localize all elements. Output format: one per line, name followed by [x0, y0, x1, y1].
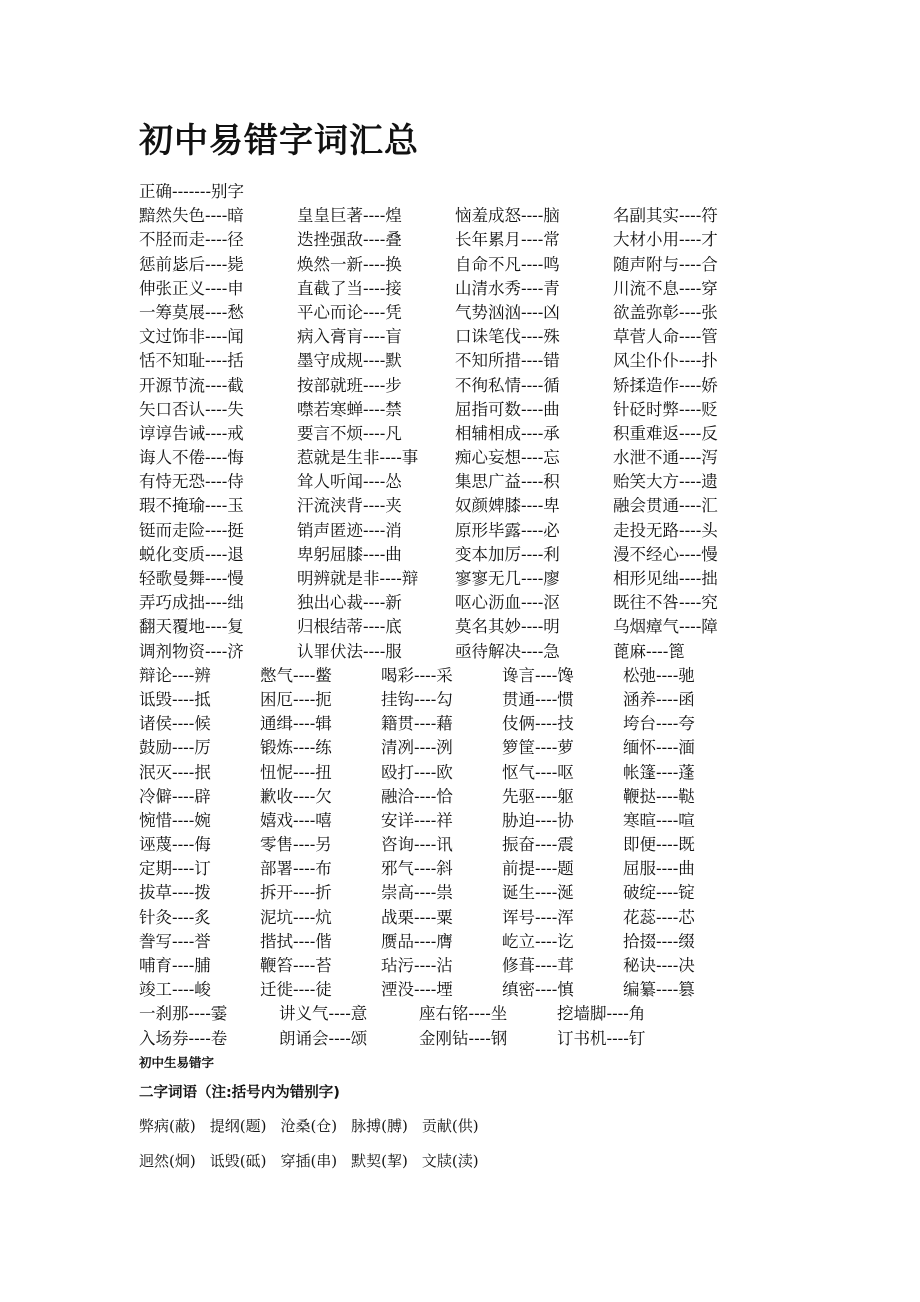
word-entry: 憋气----鳖: [260, 665, 332, 685]
word-entry: 痴心妄想----忘: [455, 448, 560, 468]
word-entry: 轻歌曼舞----慢: [139, 569, 244, 588]
word-entry: 拔草----拨: [139, 883, 211, 903]
word-entry: 辩论----辨: [139, 665, 211, 685]
word-entry: 原形毕露----必: [455, 520, 560, 540]
word-entry: 认罪伏法----服: [297, 641, 402, 661]
word-entry: 呕心沥血----沤: [455, 593, 560, 613]
word-entry: 零售----另: [260, 835, 332, 855]
word-entry: 垮台----夸: [623, 714, 695, 734]
word-entry: 拾掇----缀: [623, 931, 695, 951]
word-entry: 皇皇巨著----煌: [297, 206, 402, 226]
word-entry: 汗流浃背----夹: [297, 496, 402, 516]
word-entry: 矫揉造作----娇: [613, 375, 718, 395]
word-entry: 相形见绌----拙: [613, 569, 718, 588]
word-entry: 名副其实----符: [613, 206, 718, 226]
word-entry: 屹立----讫: [502, 931, 574, 951]
word-entry: 喝彩----采: [381, 665, 453, 685]
word-entry: 定期----订: [139, 859, 211, 879]
word-entry: 帐篷----蓬: [623, 762, 695, 782]
word-entry: 先驱----躯: [502, 786, 574, 806]
word-entry: 困厄----扼: [260, 689, 332, 709]
word-entry: 变本加厉----利: [455, 544, 560, 564]
word-entry: 草菅人命----管: [613, 327, 718, 347]
word-entry: 墨守成规----默: [297, 351, 402, 371]
word-entry: 融会贯通----汇: [613, 496, 718, 516]
word-entry: 诨号----浑: [502, 907, 574, 927]
word-entry: 部署----布: [260, 859, 332, 879]
word-pair: 穿插(串): [280, 1152, 338, 1170]
word-entry: 针灸----炙: [139, 907, 211, 927]
word-entry: 气势汹汹----凶: [455, 302, 560, 322]
word-pair: 弊病(蔽): [139, 1117, 196, 1135]
section-subtitle: 初中生易错字: [139, 1055, 215, 1070]
word-entry: 谗言----馋: [502, 665, 574, 685]
word-entry: 前提----题: [502, 859, 574, 879]
word-entry: 鞭挞----鞑: [623, 786, 695, 806]
word-entry: 噤若寒蝉----禁: [297, 399, 402, 419]
word-entry: 伸张正义----申: [139, 278, 244, 298]
word-entry: 山清水秀----青: [455, 278, 560, 298]
word-entry: 贻笑大方----遗: [613, 472, 718, 492]
word-entry: 誊写----誉: [139, 931, 211, 951]
word-entry: 嬉戏----嘻: [260, 810, 332, 830]
word-entry: 鼓励----厉: [139, 738, 211, 758]
word-entry: 直截了当----接: [297, 278, 402, 298]
word-entry: 有恃无恐----侍: [139, 472, 244, 492]
word-pair: 沧桑(仓): [280, 1117, 338, 1135]
word-entry: 积重难返----反: [613, 423, 718, 443]
word-entry: 松弛----驰: [623, 665, 695, 685]
word-pair: 文牍(渎): [421, 1152, 479, 1170]
word-entry: 针砭时弊----贬: [613, 399, 718, 419]
word-entry: 不胫而走----径: [139, 230, 244, 250]
word-entry: 恬不知耻----括: [139, 351, 244, 371]
word-entry: 自命不凡----鸣: [455, 254, 560, 274]
word-entry: 随声附与----合: [613, 254, 718, 274]
word-entry: 泥坑----炕: [260, 907, 332, 927]
word-entry: 秘诀----决: [623, 956, 695, 975]
word-entry: 迁徙----徒: [260, 980, 332, 1000]
section-note: 二字词语（注:括号内为错别字): [139, 1085, 340, 1101]
word-entry: 既往不咎----究: [613, 593, 718, 613]
word-entry: 揩拭----偕: [260, 931, 332, 951]
word-entry: 独出心裁----新: [297, 593, 402, 613]
word-entry: 迭挫强敌----叠: [297, 230, 402, 250]
word-entry: 集思广益----积: [455, 472, 560, 492]
word-entry: 金刚钻----钢: [419, 1028, 508, 1048]
word-entry: 座右铭----坐: [419, 1004, 508, 1024]
word-entry: 诋毁----抵: [139, 689, 211, 709]
word-entry: 奴颜婢膝----卑: [455, 496, 560, 516]
word-entry: 花蕊----芯: [623, 907, 695, 927]
word-entry: 泯灭----抿: [139, 762, 211, 782]
word-entry: 调剂物资----济: [139, 641, 244, 661]
word-entry: 恼羞成怒----脑: [455, 206, 560, 226]
word-entry: 安详----祥: [381, 810, 453, 830]
word-entry: 瑕不掩瑜----玉: [139, 496, 244, 516]
word-entry: 归根结蒂----底: [297, 617, 402, 637]
word-pair: 贡献(供): [421, 1117, 479, 1135]
word-entry: 殴打----欧: [381, 762, 453, 782]
word-entry: 大材小用----才: [613, 230, 718, 250]
word-entry: 矢口否认----失: [139, 399, 244, 419]
word-pair: 脉搏(膊): [351, 1117, 408, 1135]
word-entry: 诸侯----候: [139, 714, 211, 734]
word-entry: 箩筐----萝: [502, 738, 574, 758]
word-entry: 缜密----慎: [502, 980, 574, 1000]
word-entry: 铤而走险----挺: [139, 520, 244, 540]
word-entry: 长年累月----常: [455, 230, 560, 250]
word-entry: 开源节流----截: [139, 375, 244, 395]
word-entry: 蜕化变质----退: [139, 544, 244, 564]
word-entry: 漫不经心----慢: [613, 544, 718, 564]
word-entry: 拆开----折: [260, 883, 332, 903]
word-pair: 迥然(炯): [139, 1152, 196, 1170]
word-entry: 歉收----欠: [260, 786, 332, 806]
word-entry: 诬蔑----侮: [139, 835, 211, 855]
word-entry: 翻天覆地----复: [139, 617, 244, 637]
word-entry: 寥寥无几----廖: [455, 569, 560, 588]
pair-line-1: [139, 1115, 493, 1136]
word-entry: 屈服----曲: [623, 859, 695, 879]
word-entry: 战栗----粟: [381, 907, 453, 927]
word-entry: 籍贯----藉: [381, 714, 453, 734]
word-entry: 融洽----恰: [381, 786, 453, 806]
word-entry: 一刹那----霎: [139, 1004, 228, 1024]
word-entry: 惩前毖后----毙: [139, 254, 244, 274]
word-entry: 赝品----膺: [381, 931, 453, 951]
word-entry: 一筹莫展----愁: [139, 302, 244, 322]
word-entry: 编纂----篡: [623, 980, 695, 1000]
word-entry: 即便----既: [623, 835, 695, 855]
word-entry: 诲人不倦----悔: [139, 448, 244, 468]
word-entry: 川流不息----穿: [613, 278, 718, 298]
word-entry: 文过饰非----闻: [139, 327, 244, 347]
word-entry: 怄气----呕: [502, 762, 574, 782]
pair-line-2: [139, 1150, 493, 1171]
word-pair: 诋毁(砥): [209, 1152, 267, 1170]
word-entry: 修葺----茸: [502, 956, 574, 975]
word-entry: 崇高----祟: [381, 883, 453, 903]
word-entry: 伎俩----技: [502, 714, 574, 734]
word-entry: 咨询----讯: [381, 835, 453, 855]
word-entry: 不知所措----错: [455, 351, 560, 371]
word-entry: 锻炼----练: [260, 738, 332, 758]
word-entry: 口诛笔伐----殊: [455, 327, 560, 347]
word-entry: 卑躬屈膝----曲: [297, 544, 402, 564]
header-text: 正确-------别字: [139, 182, 245, 201]
word-entry: 湮没----堙: [381, 980, 453, 1000]
word-entry: 竣工----峻: [139, 980, 211, 1000]
word-entry: 按部就班----步: [297, 375, 402, 395]
word-entry: 明辨就是非----辩: [297, 569, 419, 588]
word-entry: 平心而论----凭: [297, 302, 402, 322]
word-entry: 诞生----涎: [502, 883, 574, 903]
word-entry: 振奋----震: [502, 835, 574, 855]
word-entry: 鞭笞----苔: [260, 956, 332, 975]
word-entry: 欲盖弥彰----张: [613, 302, 718, 322]
word-entry: 通缉----辑: [260, 714, 332, 734]
word-entry: 走投无路----头: [613, 520, 718, 540]
word-entry: 焕然一新----换: [297, 254, 402, 274]
word-entry: 涵养----函: [623, 689, 695, 709]
word-entry: 贯通----惯: [502, 689, 574, 709]
word-entry: 蓖麻----篦: [613, 641, 685, 661]
word-entry: 玷污----沾: [381, 956, 453, 975]
word-entry: 哺育----脯: [139, 956, 211, 975]
word-entry: 忸怩----扭: [260, 762, 332, 782]
word-entry: 黯然失色----暗: [139, 206, 244, 226]
word-entry: 屈指可数----曲: [455, 399, 560, 419]
word-entry: 惋惜----婉: [139, 810, 211, 830]
word-entry: 邪气----斜: [381, 859, 453, 879]
word-entry: 缅怀----湎: [623, 738, 695, 758]
word-entry: 胁迫----协: [502, 810, 574, 830]
word-entry: 销声匿迹----消: [297, 520, 402, 540]
word-entry: 清冽----洌: [381, 738, 453, 758]
word-entry: 相辅相成----承: [455, 423, 560, 443]
word-entry: 谆谆告诫----戒: [139, 423, 244, 443]
word-entry: 惹就是生非----事: [297, 448, 419, 468]
word-pair: 提纲(题): [209, 1117, 267, 1135]
word-entry: 亟待解决----急: [455, 641, 560, 661]
word-entry: 莫名其妙----明: [455, 617, 560, 637]
word-entry: 弄巧成拙----绌: [139, 593, 244, 613]
word-entry: 订书机----钉: [557, 1028, 646, 1048]
word-entry: 耸人听闻----怂: [297, 472, 402, 492]
word-entry: 挖墙脚----角: [557, 1004, 646, 1024]
word-entry: 讲义气----意: [279, 1004, 368, 1024]
word-entry: 风尘仆仆----扑: [613, 351, 718, 371]
word-pair: 默契(挈): [351, 1152, 408, 1170]
word-entry: 乌烟瘴气----障: [613, 617, 718, 637]
word-entry: 破绽----锭: [623, 883, 695, 903]
word-entry: 要言不烦----凡: [297, 423, 402, 443]
word-entry: 冷僻----辟: [139, 786, 211, 806]
word-entry: 入场券----卷: [139, 1028, 228, 1048]
document-title: 初中易错字词汇总: [139, 121, 419, 161]
word-entry: 寒暄----喧: [623, 810, 695, 830]
word-entry: 不徇私情----循: [455, 375, 560, 395]
word-entry: 水泄不通----泻: [613, 448, 718, 468]
word-entry: 朗诵会----颂: [279, 1028, 368, 1048]
word-entry: 病入膏肓----盲: [297, 327, 402, 347]
word-entry: 挂钩----勾: [381, 689, 453, 709]
